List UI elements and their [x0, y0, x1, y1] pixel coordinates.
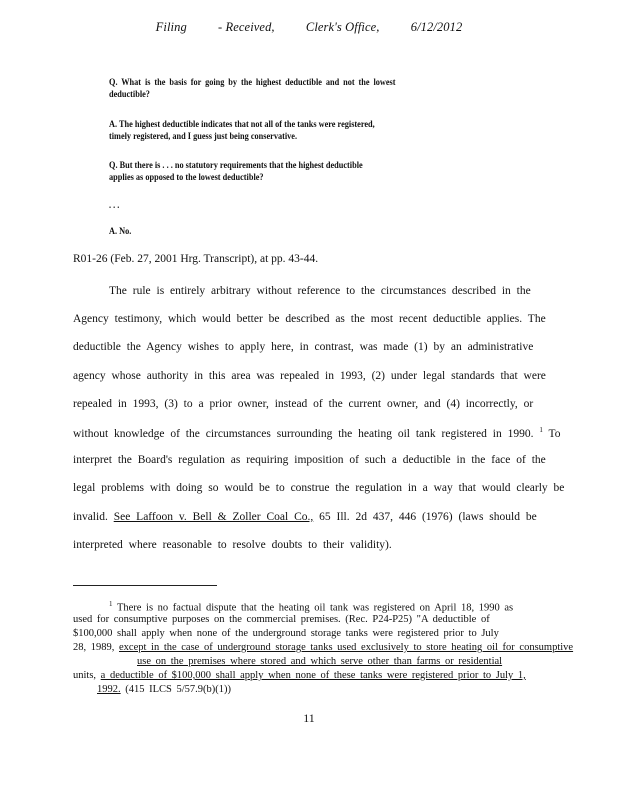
transcript-line: A. The highest deductible indicates that not all of the tanks were registered,: [109, 119, 375, 129]
footnote-line: [73, 684, 231, 695]
transcript-q2: [109, 159, 459, 183]
header-date: 6/12/2012: [410, 20, 463, 34]
footnote-line: [137, 656, 502, 667]
transcript-line: applies as opposed to the lowest deductible?: [109, 172, 264, 182]
footnote-line: $100,000 shall apply when none of the underground storage tanks were registered prior to July: [73, 628, 499, 639]
transcript-a2: [109, 225, 459, 237]
footnote-line: used for consumptive purposes on the commercial premises. (Rec. P24-P25) "A deductible of: [73, 614, 490, 625]
footnote-underlined: except in the case of underground storage tanks used exclusively to store heating oil for consumptive: [119, 642, 574, 653]
transcript-line: timely registered, and I guess just being conservative.: [109, 131, 298, 141]
footnote-text: 28, 1989,: [73, 642, 115, 653]
footnote-line: [73, 670, 526, 681]
footnote-line: [109, 600, 513, 614]
footnote-underlined: use on the premises where stored and which serve other than farms or residential: [137, 656, 503, 667]
transcript-ellipsis: [109, 199, 459, 211]
transcript-a1: [109, 118, 459, 142]
body-text: without knowledge of the circumstances surrounding the heating oil tank registered in 1990.: [73, 427, 534, 440]
body-line: deductible the Agency wishes to apply here, in contrast, was made (1) by an administrative: [73, 341, 534, 353]
transcript-line: . . .: [109, 200, 120, 210]
footnote-underlined: a deductible of $100,000 shall apply when none of these tanks were registered prior to July 1,: [100, 670, 526, 681]
filing-header: [0, 20, 618, 35]
transcript-line: deductible?: [109, 89, 150, 99]
body-line: agency whose authority in this area was repealed in 1993, (2) under legal standards that were: [73, 370, 546, 382]
page-number: 11: [303, 711, 315, 725]
body-line: [73, 511, 537, 523]
body-line: repealed in 1993, (3) to a prior owner, instead of the current owner, and (4) incorrectly, or: [73, 398, 534, 410]
case-citation: See Laffoon v. Bell & Zoller Coal Co.,: [113, 511, 314, 523]
body-text: invalid.: [73, 511, 108, 523]
transcript-line: A. No.: [109, 226, 132, 236]
transcript-q1: [109, 76, 459, 100]
footnote-reference[interactable]: 1: [539, 426, 543, 434]
footnote-marker: 1: [109, 600, 113, 608]
body-line: legal problems with doing so would be to construe the regulation in a way that would clearly be: [73, 482, 565, 494]
body-text: To: [548, 427, 561, 440]
transcript-line: Q. What is the basis for going by the highest deductible and not the lowest: [109, 77, 396, 87]
transcript-citation: R01-26 (Feb. 27, 2001 Hrg. Transcript), at pp. 43-44.: [73, 253, 319, 265]
body-text: 65 Ill. 2d 437, 446 (1976) (laws should be: [319, 511, 537, 523]
footnote-text: There is no factual dispute that the heating oil tank was registered on April 18, 1990 as: [116, 602, 514, 614]
header-office: Clerk's Office,: [305, 20, 380, 34]
footnote-underlined: 1992.: [97, 684, 121, 695]
header-filing: Filing: [155, 20, 187, 34]
body-line: interpret the Board's regulation as requiring imposition of such a deductible in the face of the: [73, 454, 546, 466]
footnote-line: [73, 642, 573, 653]
footnote-text: (415 ILCS 5/57.9(b)(1)): [125, 684, 232, 695]
body-line: Agency testimony, which would better be described as the most recent deductible applies. The: [73, 313, 546, 325]
footnote-divider: [73, 585, 217, 586]
body-line: The rule is entirely arbitrary without reference to the circumstances described in the: [109, 285, 531, 297]
body-line: [73, 426, 560, 440]
header-received: - Received,: [218, 20, 275, 34]
body-line: interpreted where reasonable to resolve doubts to their validity).: [73, 539, 392, 551]
footnote-text: units,: [73, 670, 97, 681]
transcript-line: Q. But there is . . . no statutory requirements that the highest deductible: [109, 160, 363, 170]
